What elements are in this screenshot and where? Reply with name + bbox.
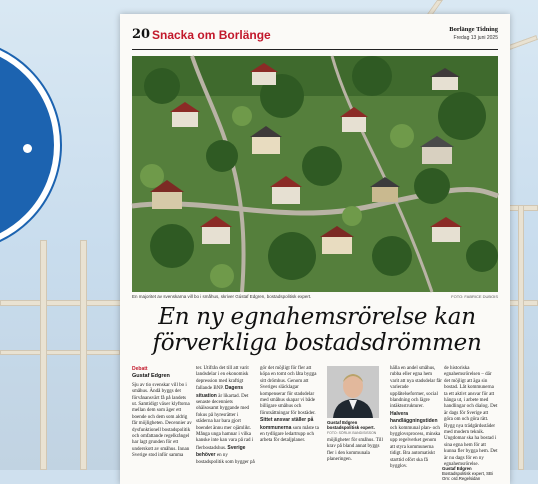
article-body: [132, 366, 498, 484]
newspaper-page: [120, 14, 510, 484]
construction-beam: [518, 205, 524, 470]
construction-beam: [0, 350, 120, 355]
portrait-credit: FOTO: SÖRLIK BAND/SISSON: [327, 431, 377, 435]
article-column-6: [444, 366, 498, 468]
author-box: [442, 466, 493, 481]
article-column-1: [132, 366, 192, 484]
column-text: är likartad. Det senaste decenniets ohälsosamt byggande med fokus på hyresrätter i städerna har bara gjort boendet ännu mer ojämlikt. Många unga hamnar i vilka kanske inte kan vara på rad i flerbostadshus.: [196, 393, 254, 451]
author-portrait: [327, 366, 379, 418]
portrait-caption: Gustaf Edgren bostadspolitisk expert.: [327, 420, 375, 431]
byline-name: Gustaf Edgren: [132, 373, 170, 380]
column-subhead: Dagens situation: [196, 385, 244, 399]
article-column-4: [327, 438, 387, 484]
aerial-photo: [132, 56, 498, 292]
suburb-illustration: [132, 56, 498, 292]
column-subhead: Halvera handläggningstiden: [390, 410, 438, 425]
article-column-5: [390, 366, 442, 484]
column-text: de historiska egnahemsrörelsen – där det möjligt att äga sin bostad. Låt kommunerna ta ett aktivt ansvar för att hänga ut, i arbete med handlingar och dialog.: [444, 366, 495, 410]
headline: [132, 304, 502, 356]
headline-line-1: En ny egnahemsrörelse kan: [158, 304, 476, 330]
column-text: som måste ta en tydligare ledartrupp och arbeta för detaljplaner.: [260, 425, 319, 444]
column-text: Sju av tio svenskar vill bo i småhus. Ändå byggs det förvånansvärt få på landets ut. Samtidigt växer klyftorna mellan dem som äger ett boende och dem som aldrig får möjligheten. Decennier av dysfunktionell bostadspolitik och omfattande regelkrångel har lagt grunden för ett underskott av småhus. Innan Sverige stod inför samma: [132, 382, 192, 459]
column-text: gör det möjligt för fler att köpa en tomt och låta bygga sitt drömhus. Genom att Sveriges släcklagar kompenserar för stadsdelar med småhus skapar vi både billigare småhus och förutsättningar för bostäder.: [260, 366, 317, 416]
paper-name: Borlänge Tidning: [449, 26, 498, 33]
construction-beam: [40, 240, 47, 470]
page-header: [132, 24, 498, 50]
column-text: ter. Utifrån det till att varit landsdelar i en ekonomisk depression med kraftigt fallande BNP.: [196, 366, 249, 392]
badge-dot: [23, 144, 32, 153]
author-handle: Om: ord.Regelsidan: [442, 476, 481, 481]
column-text: och kommunal plan- och bygglovsprocess, minska upp regelverket genom att styra kommunerna tidigt. Bra automatiskt starttid ofört ska få bygglov.: [390, 425, 441, 470]
portrait-image: [327, 366, 379, 418]
photo-credit: FOTO: FABRICE DUBOIS: [451, 294, 498, 299]
column-text: Det är nu dags för en ny egnahemsrörelse.: [444, 449, 498, 468]
article-column-2: [196, 366, 256, 484]
page-number: 20: [132, 27, 151, 42]
construction-beam: [80, 240, 87, 470]
column-text: möjligheter för småhus. Till krav på bland annat byggs fler i den kommunala planeringen.: [327, 438, 383, 463]
photo-caption: En majoritet av svenskarna vill bo i småhus, skriver Gústaf Edgren, bostadspolitisk expert.: [132, 294, 312, 299]
byline-tag: Debatt: [132, 366, 148, 372]
paper-date: Fredag 13 juni 2025: [453, 35, 498, 41]
article-column-3: [260, 366, 322, 484]
headline-line-2: förverkliga bostadsdrömmen: [152, 330, 482, 356]
column-text: hälla en andel småhus, rubba eller egna hem varit att nya stadsdelar får varierade upplåtelseformer, social blandning och lägre intäktsstrukturer.: [390, 366, 442, 410]
column-subhead: Sittet ansvar ställer på kommunerna: [260, 417, 314, 431]
column-subhead: Sverige behöver: [196, 444, 246, 459]
column-text: en ny bostadspolitik som bygger på: [196, 453, 255, 465]
author-name: Gustaf Edgren: [442, 466, 472, 471]
section-title: Snacka om Borlänge: [152, 28, 271, 42]
author-role: Bostadspolitisk expert, SBi: [442, 471, 493, 476]
column-text: Det är dags för Sverige att göra om och göra rätt. Bygg nya trädgårdsstäder med modern teknik. Ungdomar ska ha bostad i sina egna hem för att kunna fler bygga hem.: [444, 404, 498, 455]
